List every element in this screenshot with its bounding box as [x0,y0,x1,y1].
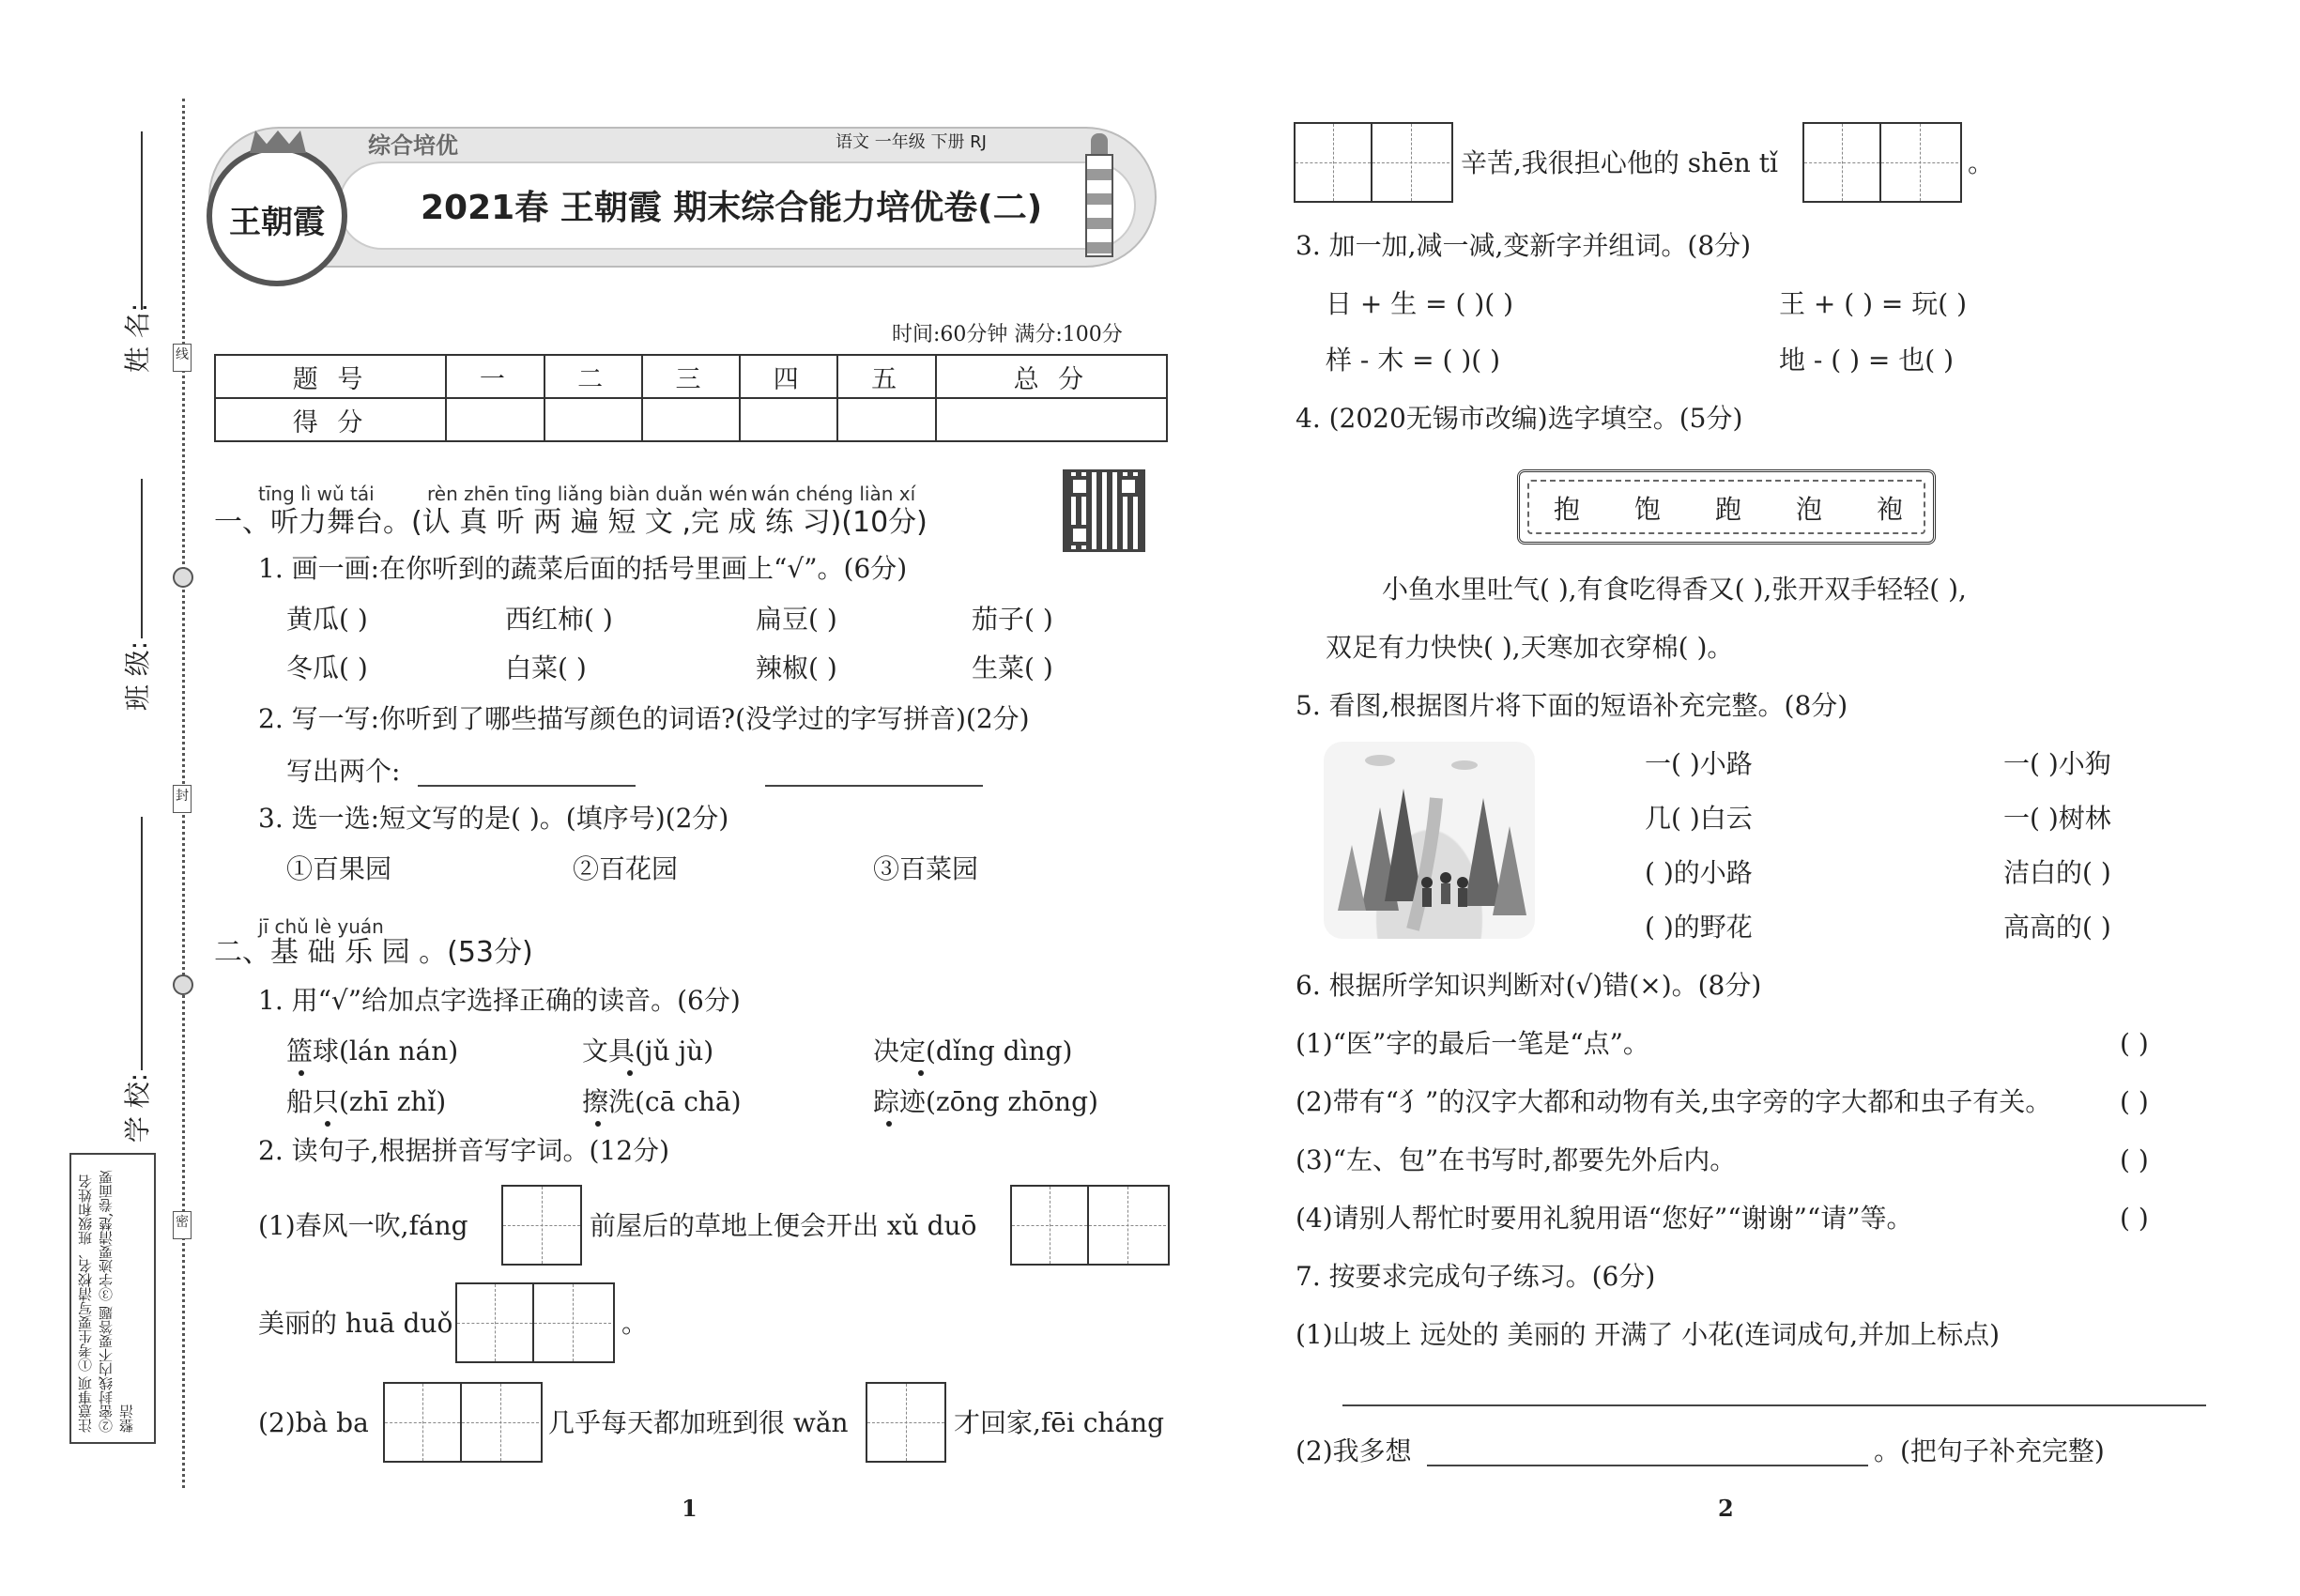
seal-char-xian: 线 [173,344,192,372]
veg-item: 西红柿( ) [505,604,613,635]
phrase-item: 几( )白云 [1645,803,1753,834]
phrase-item: 一( )小狗 [2003,748,2111,779]
emphasis-dot [918,1070,924,1076]
emphasis-dot [325,1121,330,1127]
option-item: ②百花园 [573,853,679,884]
char-box[interactable] [501,1185,582,1266]
judge-answer[interactable]: ( ) [2120,1028,2149,1059]
qr-code-icon[interactable] [1063,469,1145,552]
table-header-cell: 三 [642,355,740,398]
emphasis-dot [595,1121,601,1127]
question-1-1: 1. 画一画:在你听到的蔬菜后面的括号里画上“√”。(6分) [258,553,908,584]
score-cell[interactable] [446,398,544,441]
phrase-item: 一( )树林 [2003,803,2111,834]
question-4: 4. (2020无锡市改编)选字填空。(5分) [1296,403,1743,434]
answer-line[interactable] [1427,1465,1868,1466]
answer-line[interactable] [418,785,636,787]
section-1-title: 一、听力舞台。(认 真 听 两 遍 短 文 ,完 成 练 习)(10分) [214,506,928,539]
judge-answer[interactable]: ( ) [2120,1144,2149,1175]
page-number: 2 [1718,1495,1734,1522]
reading-item: 文具(jǔ jù) [582,1036,714,1067]
seal-char-mi: 密 [173,1211,192,1239]
logo-crown-icon [250,130,306,153]
question-7: 7. 按要求完成句子练习。(6分) [1296,1261,1656,1292]
phrase-item: 高高的( ) [2003,912,2111,943]
sec1-pinyin: rèn zhēn tīng liǎng biàn duǎn wén [427,483,748,505]
question-5: 5. 看图,根据图片将下面的短语补充完整。(8分) [1296,690,1848,721]
series-tag: 综合培优 [368,132,458,159]
answer-line[interactable] [1342,1404,2206,1406]
write-two-label: 写出两个: [286,756,401,787]
veg-item: 生菜( ) [972,652,1053,683]
sentence-text: (1)春风一吹,fáng [258,1210,468,1241]
sec2-pinyin: jī chǔ lè yuán [258,915,384,938]
option-item: ③百菜园 [873,853,979,884]
phrase-item: ( )的野花 [1645,912,1753,943]
judge-item: (1)“医”字的最后一笔是“点”。 [1296,1028,1649,1059]
emphasis-dot [299,1070,304,1076]
score-cell[interactable] [936,398,1167,441]
notes-box [69,1153,156,1444]
question-6: 6. 根据所学知识判断对(√)错(×)。(8分) [1296,970,1762,1001]
answer-line[interactable] [765,785,983,787]
reading-item: 决定(dǐng dìng) [873,1036,1073,1067]
choice-char: 抱 [1554,494,1581,525]
sec1-pinyin: tīng lì wǔ tái [258,483,375,505]
question-3: 3. 加一加,减一减,变新字并组词。(8分) [1296,230,1752,261]
sentence-text: 才回家,fēi cháng [954,1407,1165,1438]
sentence-text: 前屋后的草地上便会开出 xǔ duō [590,1210,977,1241]
emphasis-dot [886,1121,892,1127]
sentence-task: 。(把句子补充完整) [1874,1435,2105,1466]
option-item: ①百果园 [286,853,392,884]
judge-item: (4)请别人帮忙时要用礼貌用语“您好”“谢谢”“请”等。 [1296,1203,1913,1234]
question-2-2: 2. 读句子,根据拼音写字词。(12分) [258,1135,669,1166]
forest-illustration-icon [1324,742,1535,939]
choice-char: 泡 [1796,494,1823,525]
school-field[interactable] [141,817,143,1070]
seal-char-feng: 封 [173,785,192,813]
reading-item: 踪迹(zōng zhōng) [873,1086,1098,1117]
table-header-cell: 二 [544,355,642,398]
table-header-cell: 五 [837,355,935,398]
veg-item: 白菜( ) [505,652,587,683]
phrase-item: 一( )小路 [1645,748,1753,779]
score-table [214,354,1168,442]
sentence-text: (2)bà ba [258,1407,369,1438]
fill-sentence: 小鱼水里吐气( ),有食吃得香又( ),张开双手轻轻( ), [1382,574,1967,605]
question-1-3: 3. 选一选:短文写的是( )。(填序号)(2分) [258,803,729,834]
score-row-label: 得 分 [215,398,446,441]
score-cell[interactable] [642,398,740,441]
logo-text: 王朝霞 [229,204,325,241]
sentence-task: (2)我多想 [1296,1435,1412,1466]
choice-char: 饱 [1634,494,1662,525]
score-cell[interactable] [544,398,642,441]
veg-item: 茄子( ) [972,604,1053,635]
exam-title: 2021春 王朝霞 期末综合能力培优卷(二) [421,189,1043,227]
sentence-text: 几乎每天都加班到很 wǎn [548,1407,849,1438]
char-choice-box [1517,469,1936,545]
table-header-cell: 总 分 [936,355,1167,398]
header-meta: 语文 一年级 下册 RJ [836,132,987,152]
choice-char: 袍 [1877,494,1904,525]
binding-hole-icon [173,974,193,995]
reading-item: 船只(zhī zhǐ) [286,1086,447,1117]
word-math: 地 - ( ) = 也( ) [1779,345,1955,376]
judge-item: (3)“左、包”在书写时,都要先外后内。 [1296,1144,1737,1175]
char-box[interactable] [1294,122,1453,203]
char-box[interactable] [1010,1185,1170,1266]
reading-item: 篮球(lán nán) [286,1036,459,1067]
sentence-task: (1)山坡上 远处的 美丽的 开满了 小花(连词成句,并加上标点) [1296,1319,2001,1350]
sentence-text: 。 [621,1308,649,1339]
lighthouse-icon [1081,133,1117,260]
time-info: 时间:60分钟 满分:100分 [892,323,1123,346]
school-label: 学 校: [122,1072,154,1143]
question-1-2: 2. 写一写:你听到了哪些描写颜色的词语?(没学过的字写拼音)(2分) [258,703,1030,734]
name-field[interactable] [141,131,143,310]
reading-item: 擦洗(cā chā) [582,1086,742,1117]
notes-text: 注意事项 ①考生要写清校名、班级和姓名 ②密封线内不要答题 ③字迹要清楚,卷面要整洁 [77,1170,135,1433]
char-box[interactable] [866,1382,946,1463]
class-label: 班 级: [122,640,154,712]
page-number: 1 [682,1495,698,1522]
sentence-text: 美丽的 huā duǒ [258,1308,453,1339]
name-label: 姓 名: [122,302,154,374]
table-header-cell: 一 [446,355,544,398]
brand-logo [207,146,347,286]
binding-hole-icon [173,567,193,588]
veg-item: 冬瓜( ) [286,652,368,683]
char-box[interactable] [1802,122,1962,203]
phrase-item: ( )的小路 [1645,857,1753,888]
word-math: 王 + ( ) = 玩( ) [1779,288,1968,319]
fill-sentence: 双足有力快快( ),天寒加衣穿棉( )。 [1326,632,1734,663]
sentence-text: 辛苦,我很担心他的 shēn tǐ [1461,147,1778,178]
sec1-pinyin: wán chéng liàn xí [751,483,916,505]
veg-item: 黄瓜( ) [286,604,368,635]
judge-item: (2)带有“犭”的汉字大都和动物有关,虫字旁的字大都和虫子有关。 [1296,1086,2052,1117]
judge-answer[interactable]: ( ) [2120,1086,2149,1117]
section-2-title: 二、基 础 乐 园 。(53分) [214,936,533,969]
word-math: 样 - 木 = ( )( ) [1326,345,1501,376]
sentence-text: 。 [1968,147,1995,178]
forest-picture [1324,742,1535,939]
choice-char: 跑 [1715,494,1742,525]
char-box[interactable] [383,1382,543,1463]
question-2-1: 1. 用“√”给加点字选择正确的读音。(6分) [258,985,741,1016]
score-cell[interactable] [740,398,837,441]
veg-item: 扁豆( ) [756,604,837,635]
word-math: 日 + 生 = ( )( ) [1326,288,1514,319]
veg-item: 辣椒( ) [756,652,837,683]
score-cell[interactable] [837,398,935,441]
table-header-cell: 四 [740,355,837,398]
judge-answer[interactable]: ( ) [2120,1203,2149,1234]
class-field[interactable] [141,479,143,638]
emphasis-dot [627,1070,633,1076]
char-box[interactable] [455,1282,615,1363]
table-header-cell: 题 号 [215,355,446,398]
phrase-item: 洁白的( ) [2003,857,2111,888]
